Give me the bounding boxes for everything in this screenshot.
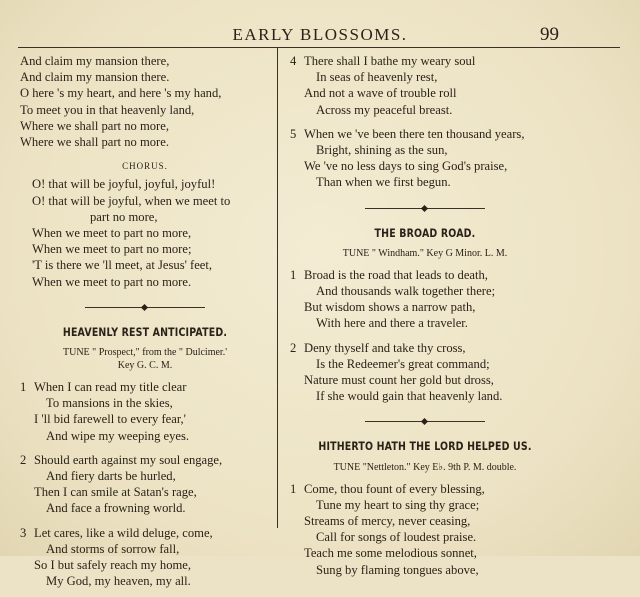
chorus-line: part no more, [90, 209, 158, 224]
verse-line: Nature must count her gold but dross, [304, 373, 494, 388]
tune-info: TUNE " Windham." Key G Minor. L. M. [342, 247, 508, 259]
verse-line: When I can read my title clear [34, 380, 187, 395]
verse-line: Sung by flaming tongues above, [316, 562, 479, 577]
verse-line: When we 've been there ten thousand years, [304, 126, 525, 141]
chorus-line: When we meet to part no more. [32, 274, 192, 289]
verse-number: 2 [20, 452, 27, 467]
page-number: 99 [540, 24, 559, 45]
verse-line: Then I can smile at Satan's rage, [34, 485, 197, 500]
verse [290, 340, 625, 405]
tune-info [20, 346, 270, 372]
verse [290, 267, 625, 332]
verse-line: Across my peaceful breast. [316, 102, 453, 117]
verse-number: 4 [290, 54, 297, 68]
chorus-line: O! that will be joyful, when we meet to [32, 193, 231, 208]
verse [20, 525, 270, 590]
verse-line: Should earth against my soul engage, [34, 452, 223, 467]
verse-number: 1 [290, 267, 297, 282]
section-separator [85, 304, 205, 310]
verse-line: And storms of sorrow fall, [46, 541, 180, 556]
hymn-title: HITHERTO HATH THE LORD HELPED US. [318, 439, 532, 454]
verse-number: 2 [290, 340, 297, 355]
verse-line: And claim my mansion there. [20, 70, 170, 85]
verse-line: We 've no less days to sing God's praise, [304, 159, 508, 174]
verse-line: Bright, shining as the sun, [316, 143, 448, 158]
verse-line: Deny thyself and take thy cross, [304, 340, 466, 355]
verse-line: My God, my heaven, my all. [46, 574, 191, 589]
verse-number: 3 [20, 525, 27, 540]
verse-line: Broad is the road that leads to death, [304, 267, 488, 282]
verse-line: So I but safely reach my home, [34, 558, 192, 573]
verse-line: Where we shall part no more. [20, 135, 169, 150]
verse-line: And fiery darts be hurled, [46, 469, 176, 484]
verse [290, 53, 625, 118]
verse-line: And not a wave of trouble roll [304, 86, 457, 101]
verse-line: I 'll bid farewell to every fear,' [34, 412, 186, 427]
verse-number: 1 [290, 481, 297, 496]
verse-line: Than when we first begun. [316, 175, 451, 190]
chorus-label: CHORUS. [122, 161, 168, 172]
verse-number: 1 [20, 380, 27, 395]
verse-line: And wipe my weeping eyes. [46, 428, 190, 443]
left-column [20, 53, 270, 597]
chorus-line: When we meet to part no more; [32, 242, 192, 257]
column-divider [277, 48, 278, 528]
verse [290, 481, 625, 578]
section-separator [365, 205, 485, 211]
chorus-line: 'T is there we 'll meet, at Jesus' feet, [32, 258, 213, 273]
verse-line: And thousands walk together there; [316, 284, 496, 299]
header-rule [18, 47, 620, 48]
verse-line: Come, thou fount of every blessing, [304, 481, 485, 496]
verse-line: O here 's my heart, and here 's my hand, [20, 86, 222, 101]
section-separator [365, 418, 485, 424]
verse [20, 379, 270, 444]
verse-line: Let cares, like a wild deluge, come, [34, 525, 213, 540]
verse-line: To meet you in that heavenly land, [20, 102, 195, 117]
verse-line: And claim my mansion there, [20, 54, 170, 68]
right-column [290, 53, 625, 586]
verse-line: With here and there a traveler. [316, 316, 468, 331]
verse [20, 452, 270, 517]
verse-number: 5 [290, 126, 297, 141]
verse [290, 126, 625, 191]
verse-line: Where we shall part no more, [20, 118, 169, 133]
continued-stanza [20, 53, 270, 150]
verse-line: Is the Redeemer's great command; [316, 356, 490, 371]
tune-line: TUNE " Prospect," from the " Dulcimer.' [62, 347, 227, 359]
verse-line: Teach me some melodious sonnet, [304, 546, 477, 561]
hymn-title: HEAVENLY REST ANTICIPATED. [62, 324, 228, 339]
verse-line: There shall I bathe my weary soul [304, 54, 476, 68]
verse-line: To mansions in the skies, [46, 396, 173, 411]
verse-line: If she would gain that heavenly land. [316, 389, 503, 404]
verse-line: But wisdom shows a narrow path, [304, 300, 476, 315]
running-header-title: EARLY BLOSSOMS. [232, 25, 408, 44]
verse-line: Streams of mercy, never ceasing, [304, 514, 471, 529]
verse-line: In seas of heavenly rest, [316, 70, 438, 85]
verse-line: And face a frowning world. [46, 501, 186, 516]
tune-line: Key G. C. M. [117, 360, 173, 372]
hymn-title: THE BROAD ROAD. [374, 225, 476, 240]
chorus-line: When we meet to part no more, [32, 226, 192, 241]
verse-line: Call for songs of loudest praise. [316, 530, 477, 545]
verse-line: Tune my heart to sing thy grace; [316, 497, 480, 512]
chorus-line: O! that will be joyful, joyful, joyful! [32, 177, 216, 192]
chorus [20, 176, 270, 289]
tune-info: TUNE "Nettleton." Key E♭. 9th P. M. double. [333, 461, 517, 473]
